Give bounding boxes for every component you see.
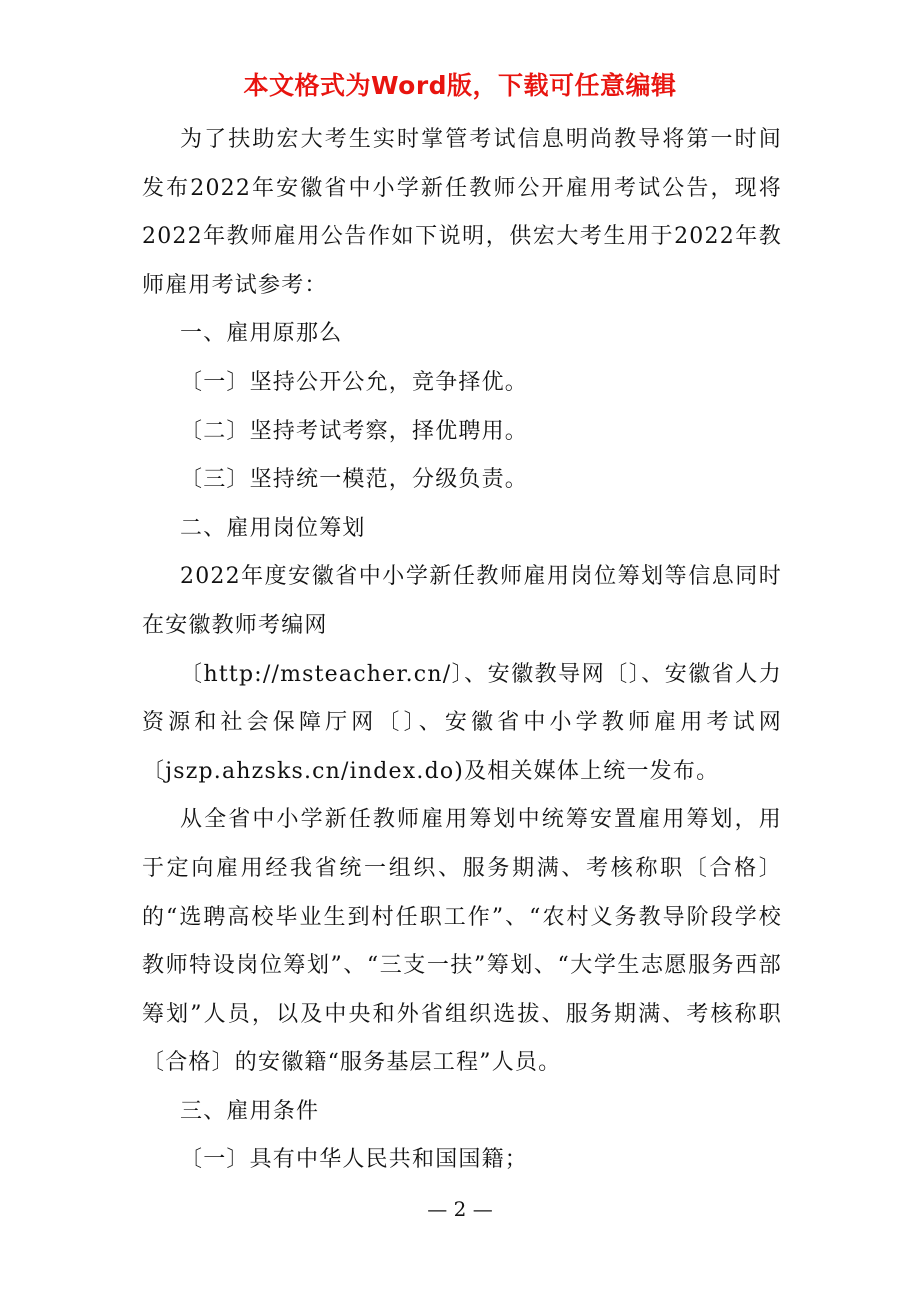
targeted-recruitment-paragraph: 从全省中小学新任教师雇用筹划中统筹安置雇用筹划，用于定向雇用经我省统一组织、服务期满、考核称职〔合格〕的“选聘高校毕业生到村任职工作”、“农村义务教导阶段学校教师特设岗位筹划”、“三支一扶”筹划、“大学生志愿服务西部筹划”人员，以及中央和外省组织选拔、服务期满、考核称职〔合格〕的安徽籍“服务基层工程”人员。 — [142, 807, 782, 1076]
principle-item-2: 〔二〕坚持考试考察，择优聘用。 — [180, 418, 529, 444]
principle-item-3: 〔三〕坚持统一模范，分级负责。 — [180, 467, 529, 493]
section-heading-principles: 一、雇用原那么 — [180, 321, 343, 347]
condition-item-1: 〔一〕具有中华人民共和国国籍； — [180, 1147, 529, 1173]
page-number: — 2 — — [427, 1197, 493, 1221]
section-heading-conditions: 三、雇用条件 — [180, 1098, 320, 1124]
positions-paragraph: 2022年度安徽省中小学新任教师雇用岗位筹划等信息同时在安徽教师考编网 — [142, 564, 782, 638]
websites-paragraph: 〔http://msteacher.cn/〕、安徽教导网〔〕、安徽省人力资源和社会保障厅网〔〕、安徽省中小学教师雇用考试网〔jszp.ahzsks.cn/index.do)及相关媒体上统一发布。 — [142, 661, 782, 784]
intro-paragraph: 为了扶助宏大考生实时掌管考试信息明尚教导将第一时间发布2022年安徽省中小学新任教师公开雇用考试公告，现将2022年教师雇用公告作如下说明，供宏大考生用于2022年教师雇用考试参考： — [142, 127, 782, 298]
section-heading-positions: 二、雇用岗位筹划 — [180, 515, 366, 541]
word-format-banner: 本文格式为Word版，下载可任意编辑 — [243, 71, 677, 100]
document-body — [142, 116, 782, 1185]
principle-item-1: 〔一〕坚持公开公允，竞争择优。 — [180, 369, 529, 395]
